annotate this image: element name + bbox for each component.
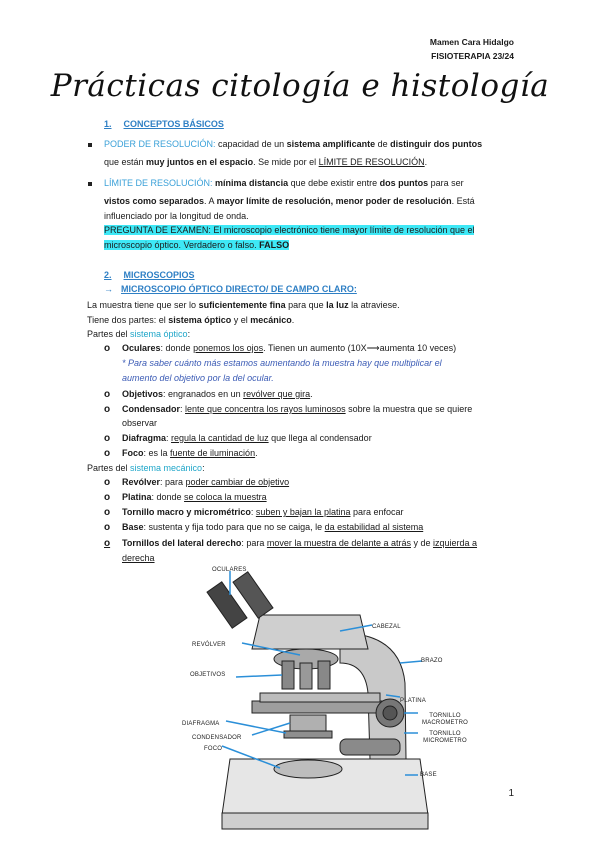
subsection-title: MICROSCOPIO ÓPTICO DIRECTO/ DE CAMPO CLARO:	[121, 284, 357, 294]
list-item-oculares	[122, 341, 522, 356]
exam-question	[104, 223, 524, 238]
text-run: sistema óptico	[168, 315, 232, 325]
label-diafragma: DIAFRAGMA	[182, 721, 220, 727]
microscope-diagram	[190, 563, 480, 841]
label-brazo: BRAZO	[421, 658, 443, 664]
list-item-lateral	[122, 536, 532, 551]
exam-question-text: PREGUNTA DE EXAMEN: El microscopio electrónico tiene mayor límite de resolución que el	[104, 225, 475, 235]
list-marker-icon: o	[104, 477, 111, 488]
text-run: da estabilidad al sistema	[324, 522, 424, 532]
label-base: BASE	[420, 772, 437, 778]
text-run: Partes del	[87, 329, 131, 339]
text-run: sistema amplificante	[286, 139, 376, 149]
list-marker-icon: o	[104, 507, 111, 518]
note-line: * Para saber cuánto más estamos aumentando la muestra hay que multiplicar el	[122, 358, 442, 368]
label-oculares: OCULARES	[212, 567, 247, 573]
text-run: Platina	[122, 492, 152, 502]
label-foco: FOCO	[204, 746, 223, 752]
callout-line	[236, 675, 282, 677]
exam-question-text: microscopio óptico. Verdadero o falso.	[104, 240, 260, 250]
text-run: y de	[410, 538, 433, 548]
list-item-base	[122, 520, 522, 535]
list-marker-icon: o	[104, 448, 111, 459]
text-run: Foco	[122, 448, 144, 458]
text-run: .	[291, 315, 295, 325]
arrow-icon: →	[104, 284, 113, 294]
definition-line: influenciado por la longitud de onda.	[104, 211, 249, 221]
list-marker-icon: o	[104, 343, 111, 354]
text-run: :	[202, 463, 205, 473]
definition-resolution-limit	[104, 176, 524, 191]
text-run: izquierda a	[432, 538, 478, 548]
page-title: Prácticas citología e histología	[50, 68, 550, 104]
list-item-foco	[122, 446, 522, 461]
text-run: capacidad de un	[215, 139, 287, 149]
text-run: mover la muestra de delante a atrás	[266, 538, 411, 548]
label-tornillo-macro: TORNILLO MACROMETRO	[422, 713, 468, 726]
light-source	[274, 760, 342, 778]
text-run: .	[424, 157, 428, 167]
paragraph	[87, 298, 527, 313]
text-run: suben y bajan la platina	[255, 507, 351, 517]
text-run: : sustenta y fija todo para que no se caiga, le	[143, 522, 325, 532]
base-control	[340, 739, 400, 755]
term-label: LÍMITE DE RESOLUCIÓN:	[104, 178, 213, 188]
text-run: LÍMITE DE RESOLUCIÓN	[318, 157, 425, 167]
diaphragm	[284, 731, 332, 738]
list-item-revolver	[122, 475, 522, 490]
text-run: sistema óptico	[130, 329, 188, 339]
text-run: . A	[204, 196, 217, 206]
text-run: :	[187, 329, 191, 339]
label-revolver: REVÓLVER	[192, 642, 226, 648]
text-run: poder cambiar de objetivo	[185, 477, 290, 487]
text-run: lente que concentra los rayos luminosos	[185, 404, 346, 414]
page-number: 1	[508, 788, 514, 799]
text-run: : engranados en un	[163, 389, 244, 399]
objective-3	[318, 661, 330, 689]
text-run: regula la cantidad de luz	[171, 433, 269, 443]
condenser	[290, 715, 326, 731]
text-run: : donde	[160, 343, 194, 353]
list-item-line: derecha	[122, 553, 155, 563]
paragraph	[87, 313, 527, 328]
text-run: mecánico	[250, 315, 292, 325]
text-run: ponemos los ojos	[193, 343, 264, 353]
callout-line	[400, 661, 422, 663]
fine-focus-knob	[383, 706, 397, 720]
text-run: :	[180, 404, 186, 414]
text-run: . Tienen un aumento (10X⟶aumenta 10 veces)	[263, 343, 457, 353]
list-item-objetivos	[122, 387, 522, 402]
text-run: y el	[231, 315, 251, 325]
text-run: Base	[122, 522, 144, 532]
label-platina: PLATINA	[400, 698, 426, 704]
microscope-head	[252, 615, 368, 649]
section-heading-1	[104, 117, 224, 132]
text-run: La muestra tiene que ser lo	[87, 300, 199, 310]
label-cabezal: CABEZAL	[372, 624, 401, 630]
list-item-condensador	[122, 402, 522, 417]
text-run: Diafragma	[122, 433, 167, 443]
bullet-square-icon	[88, 143, 92, 147]
text-run: Revólver	[122, 477, 161, 487]
subsection-heading	[104, 282, 357, 297]
text-run: Partes del	[87, 463, 131, 473]
list-marker-icon: o	[104, 404, 111, 415]
definition-line	[104, 155, 524, 170]
base-front	[222, 813, 428, 829]
definition-line	[104, 194, 524, 209]
term-label: PODER DE RESOLUCIÓN:	[104, 139, 216, 149]
label-tornillo-micro: TORNILLO MICROMETRO	[423, 731, 467, 744]
list-item-diafragma	[122, 431, 522, 446]
text-run: que están	[104, 157, 147, 167]
text-run: para que	[285, 300, 327, 310]
text-run: .	[255, 448, 258, 458]
list-marker-icon: o	[104, 538, 111, 549]
text-run: suficientemente fina	[198, 300, 286, 310]
text-run: : para	[160, 477, 186, 487]
exam-answer: FALSO	[259, 240, 290, 250]
text-run: .	[310, 389, 313, 399]
text-run: para enfocar	[350, 507, 404, 517]
list-marker-icon: o	[104, 522, 111, 533]
text-run: Oculares	[122, 343, 161, 353]
text-run: . Se mide por el	[253, 157, 319, 167]
text-run: que debe existir entre	[288, 178, 380, 188]
text-run: dos puntos	[379, 178, 429, 188]
list-item-tornillos	[122, 505, 522, 520]
section-number: 1.	[104, 119, 112, 129]
text-run: muy juntos en el espacio	[146, 157, 254, 167]
text-run: mínima distancia	[215, 178, 289, 188]
course-label: FISIOTERAPIA 23/24	[431, 51, 514, 61]
text-run: de	[375, 139, 391, 149]
text-run: para ser	[428, 178, 464, 188]
text-run: Condensador	[122, 404, 181, 414]
list-item-line: observar	[122, 418, 158, 428]
objective-2	[300, 663, 312, 689]
section-number: 2.	[104, 270, 112, 280]
list-marker-icon: o	[104, 433, 111, 444]
text-run: que llega al condensador	[268, 433, 372, 443]
text-run: Tornillo macro y micrométrico	[122, 507, 251, 517]
text-run: la luz	[326, 300, 349, 310]
section-title: CONCEPTOS BÁSICOS	[123, 119, 224, 129]
text-run: fuente de iluminación	[170, 448, 256, 458]
text-run: : para	[241, 538, 267, 548]
section-heading-2	[104, 268, 195, 283]
text-run: mayor límite de resolución, menor poder de resolución	[216, 196, 452, 206]
text-run: revólver que gira	[243, 389, 311, 399]
optic-parts-heading	[87, 327, 527, 342]
list-marker-icon: o	[104, 492, 111, 503]
stage-top	[260, 693, 380, 702]
objective-1	[282, 661, 294, 689]
microscope-stage	[252, 701, 392, 713]
text-run: Tiene dos partes: el	[87, 315, 169, 325]
list-marker-icon: o	[104, 389, 111, 400]
label-condensador: CONDENSADOR	[192, 735, 242, 741]
text-run: vistos como separados	[104, 196, 205, 206]
text-run: sistema mecánico	[130, 463, 203, 473]
text-run: : es la	[143, 448, 171, 458]
text-run: :	[166, 433, 172, 443]
author-name: Mamen Cara Hidalgo	[429, 37, 514, 47]
text-run: se coloca la muestra	[184, 492, 267, 502]
label-objetivos: OBJETIVOS	[190, 672, 226, 678]
bullet-square-icon	[88, 182, 92, 186]
text-run: Objetivos	[122, 389, 164, 399]
note-line: aumento del objetivo por la del ocular.	[122, 373, 274, 383]
text-run: la atraviese.	[348, 300, 400, 310]
mechanic-parts-heading	[87, 461, 527, 476]
definition-resolving-power	[104, 137, 524, 152]
text-run: . Está	[451, 196, 475, 206]
text-run: :	[250, 507, 256, 517]
exam-answer-line	[104, 238, 524, 253]
text-run: sobre la muestra que se quiere	[345, 404, 473, 414]
section-title: MICROSCOPIOS	[123, 270, 195, 280]
text-run: : donde	[151, 492, 185, 502]
text-run: Tornillos del lateral derecho	[122, 538, 242, 548]
list-item-platina	[122, 490, 522, 505]
text-run: distinguir dos puntos	[390, 139, 483, 149]
